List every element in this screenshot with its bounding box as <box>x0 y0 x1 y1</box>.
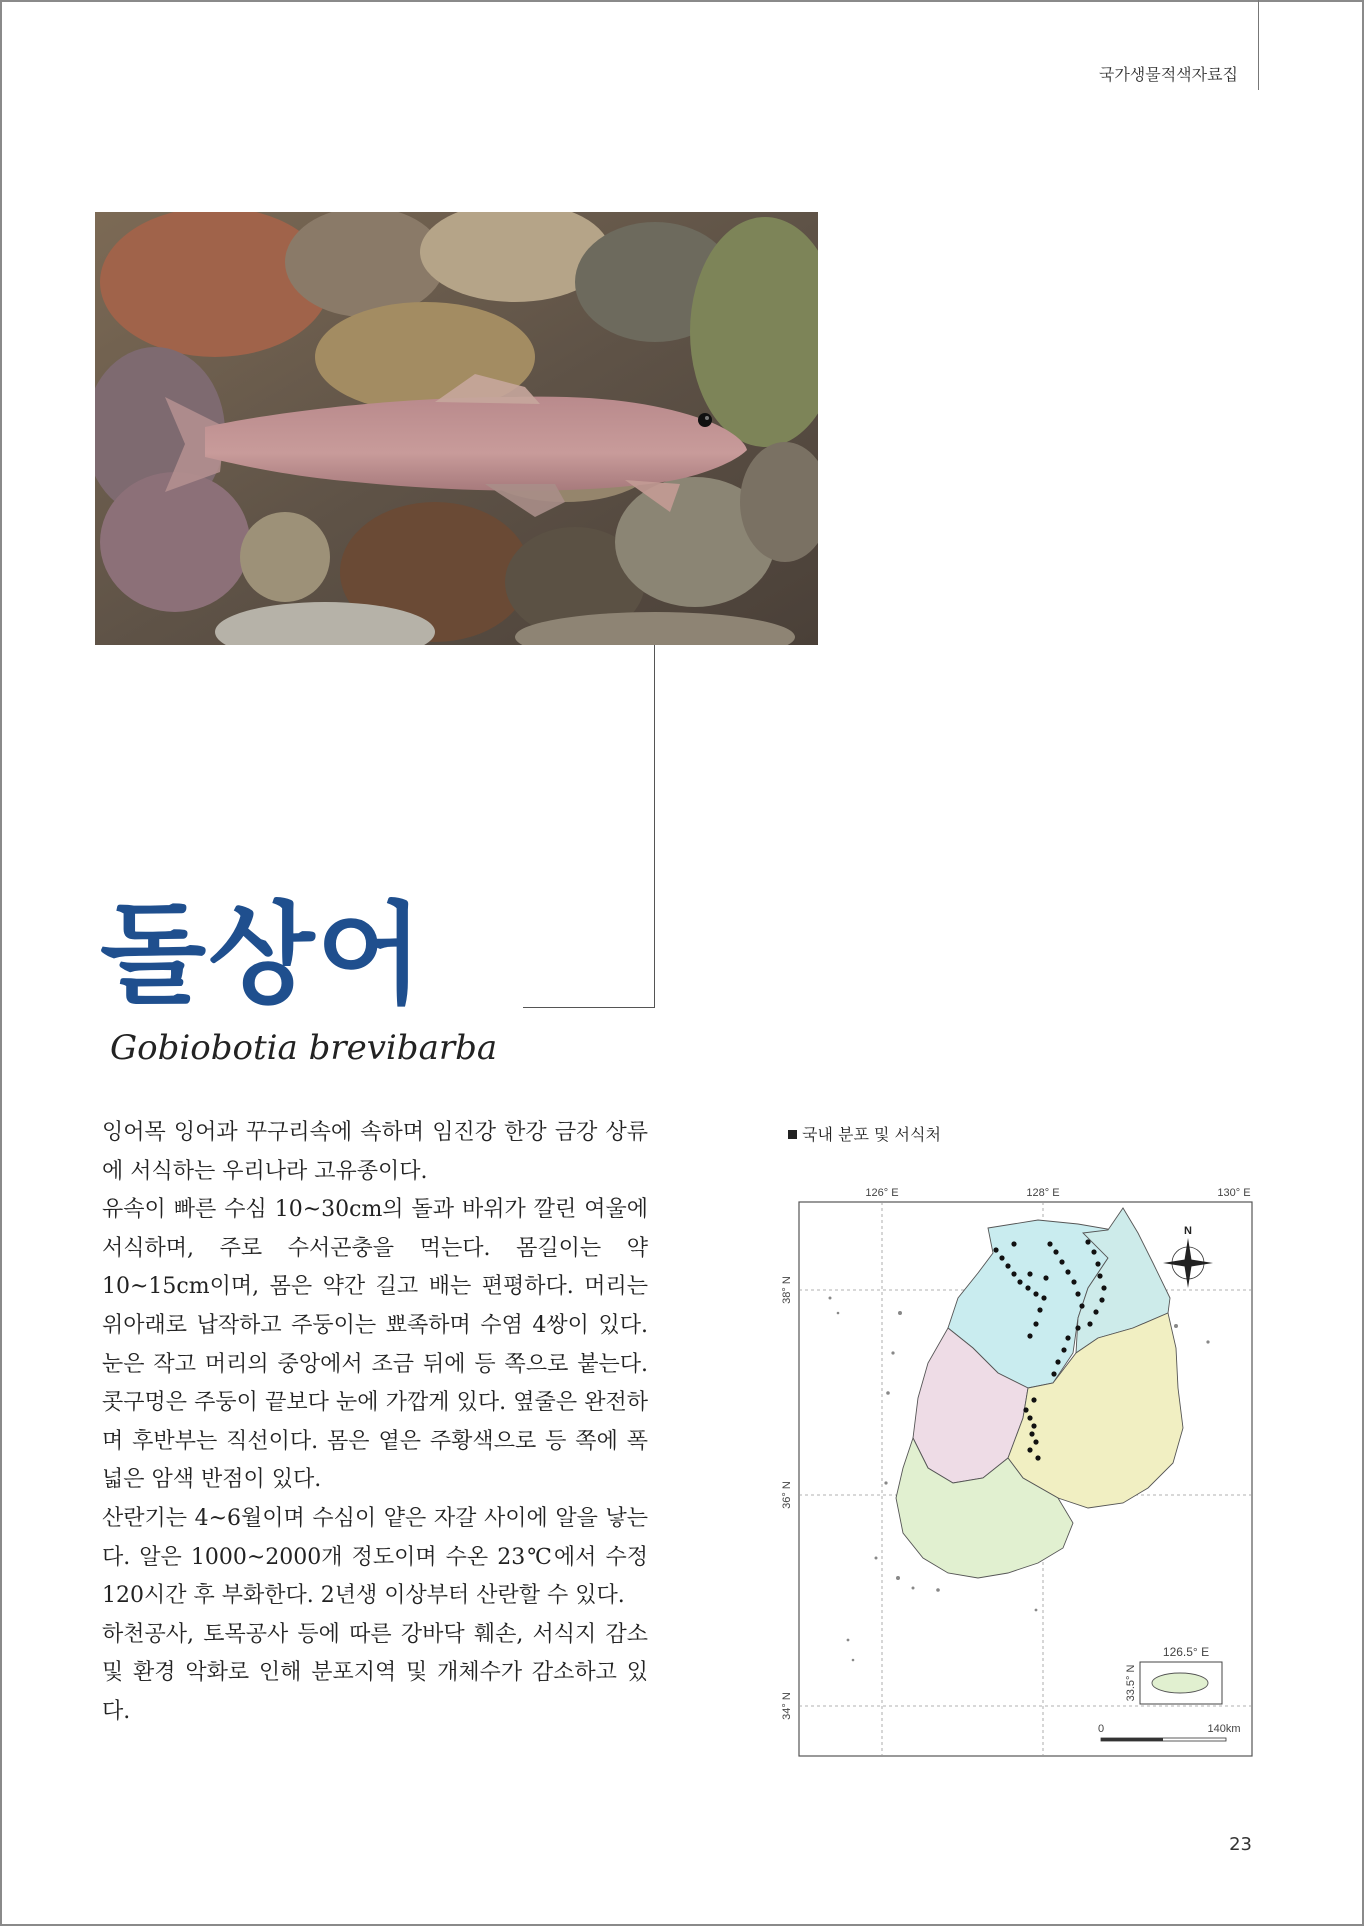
lat-label: 34° N <box>781 1692 793 1720</box>
scale-start-label: 0 <box>1097 1723 1105 1735</box>
inset-lon-label: 126.5° E <box>1162 1645 1210 1659</box>
map-caption <box>788 1122 941 1145</box>
lon-label: 128° E <box>1026 1187 1060 1199</box>
species-korean-name: 돌상어 <box>100 891 425 1019</box>
header-divider <box>1258 0 1259 90</box>
distribution-map <box>778 1178 1260 1760</box>
description-paragraph: 산란기는 4~6월이며 수심이 얕은 자갈 사이에 알을 낳는다. 알은 1000~2000개 정도이며 수온 23℃에서 수정 120시간 후 부화한다. 2년생 이상부터 산란할 수 있다. <box>102 1505 648 1609</box>
square-bullet-icon <box>788 1130 797 1139</box>
lat-label: 36° N <box>781 1481 793 1509</box>
fish-on-rocks-image <box>95 212 818 645</box>
callout-line-horizontal <box>523 1007 655 1008</box>
species-description <box>102 1114 648 1732</box>
lon-label: 130° E <box>1217 1187 1251 1199</box>
callout-line-vertical <box>654 645 655 1008</box>
series-title: 국가생물적색자료집 <box>1098 65 1238 84</box>
inset-lat-label: 33.5° N <box>1125 1664 1137 1702</box>
page-number: 23 <box>1229 1834 1252 1855</box>
description-paragraph: 유속이 빠른 수심 10~30cm의 돌과 바위가 깔린 여울에 서식하며, 주로 수서곤충을 먹는다. 몸길이는 약 10~15cm이며, 몸은 약간 길고 배는 편평하다. 머리는 위아래로 납작하고 주둥이는 뾰족하며 수염 4쌍이 있다. 눈은 작고 머리의 중앙에서 조금 뒤에 등 쪽으로 붙는다. 콧구멍은 주둥이 끝보다 눈에 가깝게 있다. 옆줄은 완전하며 후반부는 직선이다. 몸은 옅은 주황색으로 등 쪽에 폭넓은 암색 반점이 있다. <box>102 1197 648 1493</box>
scale-end-label: 140km <box>1207 1723 1241 1735</box>
description-paragraph: 잉어목 잉어과 꾸구리속에 속하며 임진강 한강 금강 상류에 서식하는 우리나라 고유종이다. <box>102 1120 648 1184</box>
species-scientific-name: Gobiobotia brevibarba <box>110 1028 498 1068</box>
lat-label: 38° N <box>781 1276 793 1304</box>
species-photo <box>95 212 818 645</box>
map-caption-text: 국내 분포 및 서식처 <box>802 1125 941 1144</box>
compass-north-label: N <box>1184 1225 1192 1237</box>
description-paragraph: 하천공사, 토목공사 등에 따른 강바닥 훼손, 서식지 감소 및 환경 악화로 인해 분포지역 및 개체수가 감소하고 있다. <box>102 1621 648 1724</box>
lon-label: 126° E <box>865 1187 899 1199</box>
